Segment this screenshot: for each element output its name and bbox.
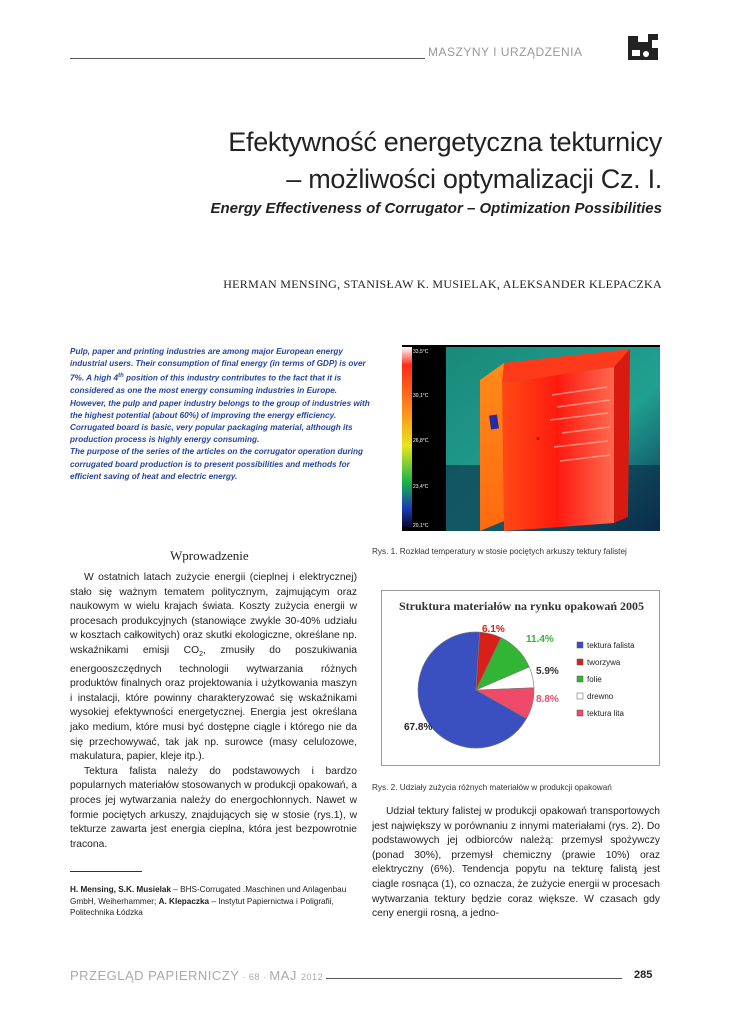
figure2-caption: Rys. 2. Udziały zużycia różnych materiałów w produkcji opakowań [372, 783, 612, 792]
title-line1: Efektywność energetyczna tekturnicy [228, 127, 662, 158]
header-rule [70, 58, 425, 59]
scale-label-5: 20,1°C [413, 523, 429, 529]
section-label: MASZYNY I URZĄDZENIA [428, 45, 583, 59]
legend-swatch-1 [577, 659, 583, 665]
figure1-caption: Rys. 1. Rozkład temperatury w stosie pociętych arkuszy tektury falistej [372, 547, 627, 556]
abstract [70, 346, 370, 483]
machine-logo-icon [624, 30, 662, 64]
article-title [102, 124, 662, 198]
pie-label-2: 11.4% [526, 634, 554, 645]
legend-label-4: tektura lita [587, 709, 624, 718]
authors: HERMAN MENSING, STANISŁAW K. MUSIELAK, ALEKSANDER KLEPACZKA [223, 277, 662, 291]
body-paragraph: Udział tektury falistej w produkcji opakowań transportowych jest największy w porównaniu z innymi materiałami (rys. 2). Do podstawowych jej odbiorców należą: przemysł spożywczy (ponad 30%), przemysł chemiczny (prawie 10%) oraz elektryczny (6%). Tendencja popytu na tekturę falistą jest ciagle rosnąca (1), co oznacza, że zużycie energii w procesach wytwarzania tektury będzie coraz większe. W czasach gdy ceny energii rosną, a jedno- [372, 806, 660, 920]
section-heading: Wprowadzenie [170, 548, 249, 563]
scale-label-1: 33,5°C [413, 349, 429, 355]
legend-swatch-0 [577, 642, 583, 648]
legend-label-0: tektura falista [587, 641, 635, 650]
body-right-column [372, 805, 660, 922]
body-left-column [70, 571, 357, 852]
legend-swatch-2 [577, 676, 583, 682]
legend-swatch-4 [577, 710, 583, 716]
legend-label-1: tworzywa [587, 658, 621, 667]
abstract-p2: Corrugated board is basic, very popular packaging material, although its production process is highly energy consuming. [70, 422, 353, 445]
pie-label-1: 6.1% [482, 624, 505, 635]
legend-swatch-3 [577, 693, 583, 699]
scale-label-3: 26,8°C [413, 438, 429, 444]
journal-name: PRZEGLĄD PAPIERNICZY · 68 · MAJ 2012 [70, 968, 324, 983]
thermal-image [402, 345, 660, 531]
footer-rule [326, 978, 622, 979]
title-line2: – możliwości optymalizacji Cz. I. [286, 164, 662, 195]
body-paragraph: W ostatnich latach zużycie energii (cieplnej i elektrycznej) stało się ważnym tematem politycznym, zajmującym oraz naukowym w wielu krajach świata. Koszty zużycia energii w procesach produkcyjnych (stanowiące zwykle 30-40% udziału w kosztach całkowitych) oraz skutki ekologiczne, określane np. wskaźnikami emisji $CO_2$, zmusiły do poszukiwania energooszczędnych technologii wytwarzania różnych produktów finalnych oraz projektowania i użytkowania maszyn i instalacji, które powinny charakteryzować się wskaźnikami wysokiej efektywności energetycznej. Energia jest określana jako medium, które musi być dostępne ciągle i którego nie da się przechowywać, tak jak np. surowce (masy celulozowe, makulatura, papier, kleje itp.). [70, 572, 357, 763]
legend-label-2: folie [587, 675, 602, 684]
author-footnote: H. Mensing, S.K. Musielak – BHS-Corrugated .Maschinen und Anlagenbau GmbH, Weiherhammer; A. Klepaczka – Instytut Papiernictwa i Poligrafii, Politechnika Łódzka [70, 885, 347, 917]
pie-label-0: 67.8% [404, 722, 433, 733]
page-number: 285 [634, 969, 653, 981]
scale-label-2: 30,1°C [413, 393, 429, 399]
abstract-p1: Pulp, paper and printing industries are among major European energy industrial users. Their consumption of final energy (in terms of GDP) is over 7%. A high 4th position of this industry contributes to the fact that it is considered as one the most energy consuming industries in Europe. However, the pulp and paper industry belongs to the group of industries with the highest potential (about 60%) of improving the energy efficiency. [70, 347, 370, 420]
scale-label-4: 23,4°C [413, 484, 429, 490]
footnote-rule [70, 871, 142, 872]
abstract-p3: The purpose of the series of the articles on the corrugator operation during corrugated board production is to present possibilities and methods for efficient saving of heat and electric energy. [70, 447, 363, 481]
english-title: Energy Effectiveness of Corrugator – Optimization Possibilities [210, 200, 662, 217]
chart-title: Struktura materiałów na rynku opakowań 2005 [399, 599, 645, 613]
svg-text:×: × [536, 436, 541, 443]
legend-label-3: drewno [587, 692, 614, 701]
pie-label-4: 8.8% [536, 694, 559, 705]
pie-label-3: 5.9% [536, 666, 559, 677]
pie-chart [381, 590, 660, 766]
body-paragraph: Tektura falista należy do podstawowych i bardzo popularnych materiałów stosowanych w produkcji opakowań, a proces jej wytwarzania należy do energochłonnych. Nawet w formie pociętych arkuszy, znajdujących się w stosie (rys.1), w tekturze zawarta jest energia cieplna, która jest bezpowrotnie tracona. [70, 765, 357, 850]
